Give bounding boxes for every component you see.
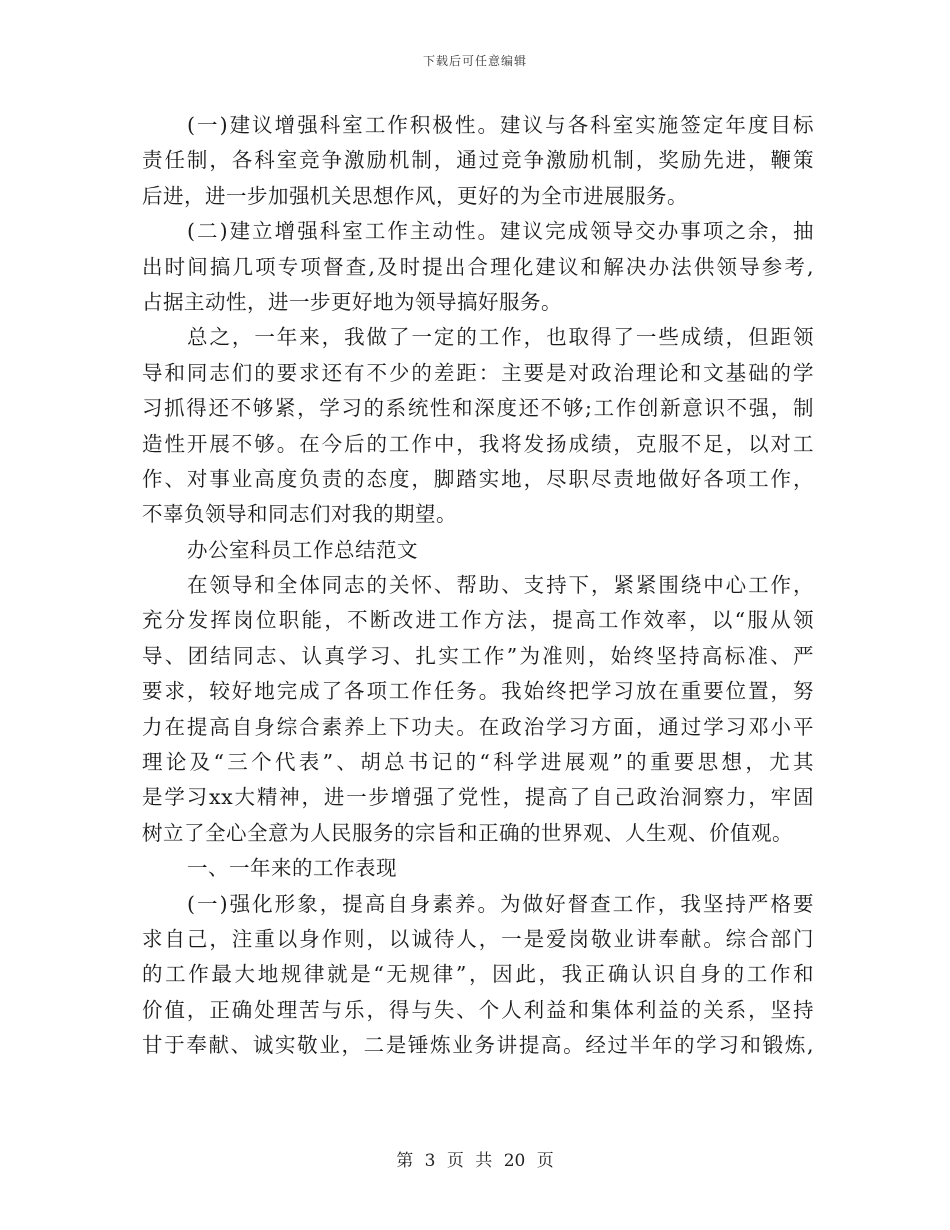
text-line: 出时间搞几项专项督查,及时提出合理化建议和解决办法供领导参考, — [142, 254, 814, 279]
text-line: 求自己，注重以身作则，以诚待人，一是爱岗敬业讲奉献。综合部门 — [142, 926, 814, 951]
text-line: 后进，进一步加强机关思想作风，更好的为全市进展服务。 — [142, 183, 688, 208]
text-line: 一、一年来的工作表现 — [187, 856, 397, 881]
text-line: (一)建议增强科室工作积极性。建议与各科室实施签定年度目标 — [187, 113, 814, 137]
page-header-note: 下载后可任意编辑 — [422, 54, 527, 68]
text-line: 办公室科员工作总结范文 — [187, 537, 418, 562]
text-line: 导、团结同志、认真学习、扎实工作”为准则，始终坚持高标准、严 — [142, 643, 814, 668]
text-line: 在领导和全体同志的关怀、帮助、支持下，紧紧围绕中心工作， — [187, 573, 814, 598]
text-line: 理论及“三个代表”、胡总书记的“科学进展观”的重要思想，尤其 — [142, 750, 814, 775]
text-line: 甘于奉献、诚实敬业，二是锤炼业务讲提高。经过半年的学习和锻炼, — [142, 1033, 814, 1058]
text-line: 责任制，各科室竞争激励机制，通过竞争激励机制，奖励先进，鞭策 — [142, 148, 814, 173]
text-line: 习抓得还不够紧，学习的系统性和深度还不够;工作创新意识不强，制 — [142, 396, 814, 421]
text-line: 要求，较好地完成了各项工作任务。我始终把学习放在重要位置，努 — [142, 679, 814, 704]
text-line: 力在提高自身综合素养上下功夫。在政治学习方面，通过学习邓小平 — [142, 714, 814, 739]
text-line: 作、对事业高度负责的态度，脚踏实地，尽职尽责地做好各项工作， — [142, 466, 814, 491]
text-line: (二)建立增强科室工作主动性。建议完成领导交办事项之余，抽 — [187, 219, 814, 244]
text-line: 导和同志们的要求还有不少的差距：主要是对政治理论和文基础的学 — [142, 360, 814, 385]
text-line: (一)强化形象，提高自身素养。为做好督查工作，我坚持严格要 — [187, 891, 814, 916]
text-line: 不辜负领导和同志们对我的期望。 — [142, 502, 457, 527]
text-line: 是学习xx大精神，进一步增强了党性，提高了自己政治洞察力，牢固 — [142, 785, 814, 810]
text-line: 占据主动性，进一步更好地为领导搞好服务。 — [142, 289, 562, 314]
text-line: 充分发挥岗位职能，不断改进工作方法，提高工作效率，以“服从领 — [142, 608, 814, 633]
text-line: 的工作最大地规律就是“无规律”，因此，我正确认识自身的工作和 — [142, 962, 814, 987]
text-line: 价值，正确处理苦与乐，得与失、个人利益和集体利益的关系，坚持 — [142, 997, 814, 1022]
document-body — [142, 108, 814, 1064]
page-number-footer: 第 3 页 共 20 页 — [396, 1151, 554, 1171]
text-line: 树立了全心全意为人民服务的宗旨和正确的世界观、人生观、价值观。 — [142, 820, 793, 845]
text-line: 总之，一年来，我做了一定的工作，也取得了一些成绩，但距领 — [187, 325, 814, 350]
text-line: 造性开展不够。在今后的工作中，我将发扬成绩，克服不足，以对工 — [142, 431, 814, 456]
